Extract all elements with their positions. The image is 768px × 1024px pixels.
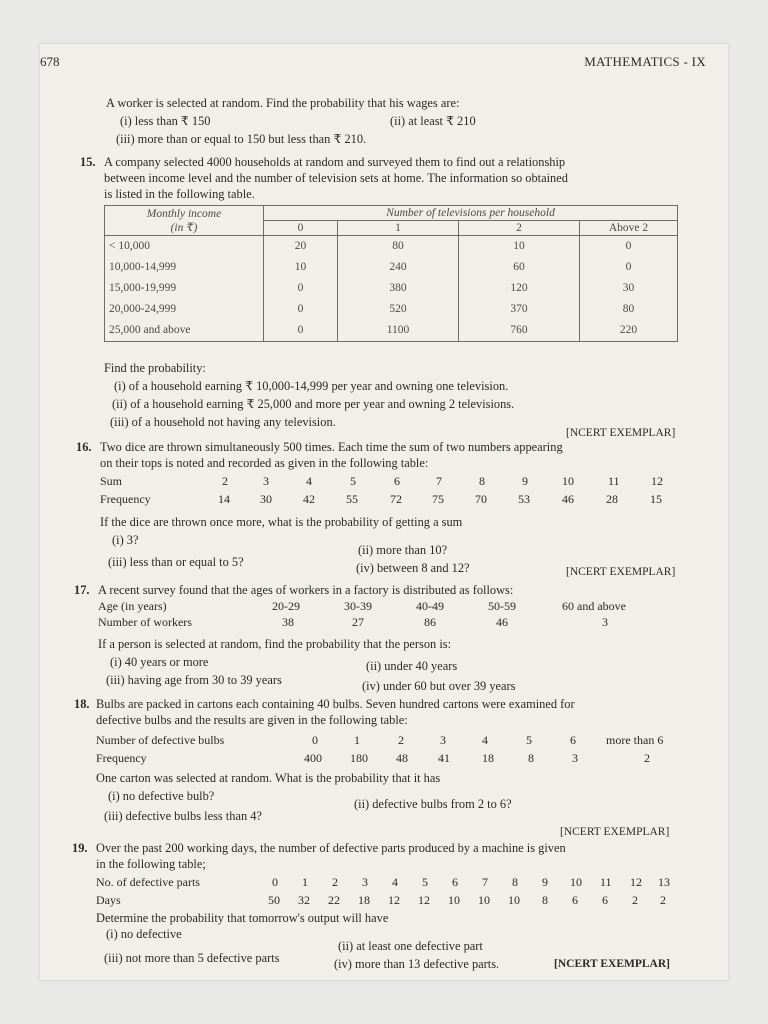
frequency-value: 42	[303, 492, 315, 506]
table-cell: 760	[459, 320, 580, 342]
column-header: Above 2	[580, 221, 678, 236]
table-cell: 380	[338, 278, 459, 299]
q18-frequency-row	[96, 751, 686, 765]
q15-line2: between income level and the number of television sets at home. The information so obtained	[104, 171, 568, 185]
age-group: 30-39	[344, 599, 372, 613]
days-value: 2	[660, 893, 666, 907]
q19-part-ii: (ii) at least one defective part	[338, 939, 483, 953]
q18-line2: defective bulbs and the results are given in the following table:	[96, 713, 408, 727]
workers-count: 86	[424, 615, 436, 629]
table-cell: 30	[580, 278, 678, 299]
defective-label: Number of defective bulbs	[96, 733, 225, 747]
q14-part-ii: (ii) at least ₹ 210	[390, 114, 476, 128]
frequency-value: 2	[644, 751, 650, 765]
q18-line1: Bulbs are packed in cartons each containing 40 bulbs. Seven hundred cartons were examined for	[96, 697, 575, 711]
table-cell: 370	[459, 299, 580, 320]
parts-count: 9	[542, 875, 548, 889]
table-cell: 0	[580, 257, 678, 278]
parts-count: 6	[452, 875, 458, 889]
days-value: 6	[602, 893, 608, 907]
defective-count: 4	[482, 733, 488, 747]
days-value: 8	[542, 893, 548, 907]
frequency-value: 30	[260, 492, 272, 506]
workers-count: 3	[602, 615, 608, 629]
frequency-value: 15	[650, 492, 662, 506]
days-value: 32	[298, 893, 310, 907]
sum-value: 4	[306, 474, 312, 488]
table-header-income	[105, 206, 264, 236]
table-cell: 240	[338, 257, 459, 278]
q17-ask: If a person is selected at random, find the probability that the person is:	[98, 637, 452, 651]
frequency-label: Frequency	[96, 751, 147, 765]
q18-exemplar-tag: [NCERT EXEMPLAR]	[560, 826, 670, 838]
table-cell: 0	[264, 320, 338, 342]
days-value: 12	[388, 893, 400, 907]
q18-number: 18.	[74, 697, 90, 711]
days-value: 12	[418, 893, 430, 907]
column-header: 2	[459, 221, 580, 236]
q18-ask: One carton was selected at random. What is the probability that it has	[96, 771, 441, 785]
q17-part-iv: (iv) under 60 but over 39 years	[362, 679, 516, 693]
table-row	[105, 278, 678, 299]
q19-days-row	[96, 893, 686, 907]
days-value: 6	[572, 893, 578, 907]
q16-sum-row	[100, 474, 680, 488]
column-header: 1	[338, 221, 459, 236]
table-cell: 10	[264, 257, 338, 278]
frequency-value: 72	[390, 492, 402, 506]
days-value: 10	[478, 893, 490, 907]
income-tv-table	[104, 205, 678, 342]
q16-ask: If the dice are thrown once more, what is the probability of getting a sum	[100, 515, 463, 529]
parts-count: 8	[512, 875, 518, 889]
sum-value: 9	[522, 474, 528, 488]
sum-value: 12	[651, 474, 663, 488]
table-cell: 520	[338, 299, 459, 320]
defective-count: 0	[312, 733, 318, 747]
q15-part-i: (i) of a household earning ₹ 10,000-14,999 per year and owning one television.	[114, 379, 509, 393]
sum-value: 2	[222, 474, 228, 488]
page-number: 678	[40, 54, 60, 69]
q16-exemplar-tag: [NCERT EXEMPLAR]	[566, 566, 676, 578]
frequency-value: 53	[518, 492, 530, 506]
q15-find: Find the probability:	[104, 361, 206, 375]
workers-label: Number of workers	[98, 615, 192, 629]
frequency-value: 18	[482, 751, 494, 765]
table-cell: 0	[264, 278, 338, 299]
running-header: MATHEMATICS - IX	[584, 54, 706, 69]
q15-part-ii: (ii) of a household earning ₹ 25,000 and more per year and owning 2 televisions.	[112, 397, 515, 411]
workers-count: 27	[352, 615, 364, 629]
q17-part-iii: (iii) having age from 30 to 39 years	[106, 673, 282, 687]
frequency-value: 14	[218, 492, 230, 506]
q19-exemplar-tag: [NCERT EXEMPLAR]	[554, 958, 670, 970]
table-cell: 220	[580, 320, 678, 342]
income-header-label: Monthly income	[146, 207, 222, 220]
table-row	[105, 236, 678, 258]
age-group: 20-29	[272, 599, 300, 613]
sum-value: 6	[394, 474, 400, 488]
parts-count: 5	[422, 875, 428, 889]
q19-line1: Over the past 200 working days, the number of defective parts produced by a machine is given	[96, 841, 566, 855]
q15-part-iii: (iii) of a household not having any television.	[110, 415, 336, 429]
frequency-value: 46	[562, 492, 574, 506]
q19-ask: Determine the probability that tomorrow's output will have	[96, 911, 389, 925]
table-cell: 80	[338, 236, 459, 258]
q17-part-i: (i) 40 years or more	[110, 655, 209, 669]
parts-count: 10	[570, 875, 582, 889]
sum-value: 11	[608, 474, 620, 488]
days-value: 10	[448, 893, 460, 907]
parts-count: 0	[272, 875, 278, 889]
days-value: 22	[328, 893, 340, 907]
parts-count: 13	[658, 875, 670, 889]
workers-count: 38	[282, 615, 294, 629]
table-cell: 60	[459, 257, 580, 278]
column-header: 0	[264, 221, 338, 236]
table-cell: 10	[459, 236, 580, 258]
workers-count: 46	[496, 615, 508, 629]
days-value: 18	[358, 893, 370, 907]
age-group: 40-49	[416, 599, 444, 613]
sum-value: 7	[436, 474, 442, 488]
q14-intro: A worker is selected at random. Find the probability that his wages are:	[106, 96, 460, 110]
parts-count: 4	[392, 875, 398, 889]
frequency-value: 3	[572, 751, 578, 765]
q17-number: 17.	[74, 583, 90, 597]
q19-part-iv: (iv) more than 13 defective parts.	[334, 957, 500, 971]
parts-count: 7	[482, 875, 488, 889]
days-value: 10	[508, 893, 520, 907]
q16-frequency-row	[100, 492, 680, 506]
row-label: 25,000 and above	[105, 320, 264, 342]
days-value: 50	[268, 893, 280, 907]
q15-line3: is listed in the following table.	[104, 187, 255, 201]
row-label: < 10,000	[105, 236, 264, 258]
sum-value: 5	[350, 474, 356, 488]
parts-count: 1	[302, 875, 308, 889]
q14-part-i: (i) less than ₹ 150	[120, 114, 211, 128]
table-header-tv: Number of televisions per household	[264, 206, 678, 221]
table-row	[105, 320, 678, 342]
q16-part-iv: (iv) between 8 and 12?	[356, 561, 470, 575]
q16-line2: on their tops is noted and recorded as given in the following table:	[100, 456, 429, 470]
q16-part-ii: (ii) more than 10?	[358, 543, 448, 557]
q15-exemplar-tag: [NCERT EXEMPLAR]	[566, 427, 676, 439]
q17-part-ii: (ii) under 40 years	[366, 659, 458, 673]
q19-parts-row	[96, 875, 686, 889]
table-cell: 1100	[338, 320, 459, 342]
defective-count: 5	[526, 733, 532, 747]
parts-count: 3	[362, 875, 368, 889]
age-group: 50-59	[488, 599, 516, 613]
defective-count: 2	[398, 733, 404, 747]
q18-defective-row	[96, 733, 686, 747]
frequency-value: 8	[528, 751, 534, 765]
frequency-value: 180	[350, 751, 368, 765]
q16-line1: Two dice are thrown simultaneously 500 times. Each time the sum of two numbers appearing	[100, 440, 563, 454]
table-cell: 80	[580, 299, 678, 320]
frequency-value: 55	[346, 492, 358, 506]
q15-line1: A company selected 4000 households at random and surveyed them to find out a relationship	[104, 155, 566, 169]
parts-label: No. of defective parts	[96, 875, 200, 889]
defective-count: more than 6	[606, 733, 664, 747]
table-row	[105, 257, 678, 278]
age-label: Age (in years)	[98, 599, 167, 613]
row-label: 20,000-24,999	[105, 299, 264, 320]
q19-part-i: (i) no defective	[106, 927, 182, 941]
table-cell: 120	[459, 278, 580, 299]
q17-workers-row	[98, 615, 678, 629]
q19-part-iii: (iii) not more than 5 defective parts	[104, 951, 280, 965]
table-row	[105, 299, 678, 320]
frequency-value: 28	[606, 492, 618, 506]
parts-count: 2	[332, 875, 338, 889]
days-value: 2	[632, 893, 638, 907]
sum-value: 10	[562, 474, 574, 488]
defective-count: 1	[354, 733, 360, 747]
sum-label: Sum	[100, 474, 123, 488]
q19-number: 19.	[72, 841, 88, 855]
frequency-value: 41	[438, 751, 450, 765]
q16-number: 16.	[76, 440, 92, 454]
q19-line2: in the following table;	[96, 857, 206, 871]
defective-count: 6	[570, 733, 576, 747]
table-cell: 0	[580, 236, 678, 258]
q16-part-iii: (iii) less than or equal to 5?	[108, 555, 244, 569]
q15-number: 15.	[80, 155, 96, 169]
defective-count: 3	[440, 733, 446, 747]
row-label: 10,000-14,999	[105, 257, 264, 278]
q16-part-i: (i) 3?	[112, 533, 139, 547]
frequency-value: 400	[304, 751, 322, 765]
age-group: 60 and above	[562, 599, 626, 613]
row-label: 15,000-19,999	[105, 278, 264, 299]
parts-count: 12	[630, 875, 642, 889]
frequency-value: 70	[475, 492, 487, 506]
frequency-value: 75	[432, 492, 444, 506]
q18-part-ii: (ii) defective bulbs from 2 to 6?	[354, 797, 512, 811]
q17-age-row	[98, 599, 678, 613]
income-header-unit: (in ₹)	[170, 221, 198, 234]
frequency-label: Frequency	[100, 492, 151, 506]
days-label: Days	[96, 893, 121, 907]
q14-part-iii: (iii) more than or equal to 150 but less than ₹ 210.	[116, 132, 367, 146]
table-cell: 0	[264, 299, 338, 320]
q17-line1: A recent survey found that the ages of workers in a factory is distributed as follows:	[98, 583, 514, 597]
sum-value: 8	[479, 474, 485, 488]
parts-count: 11	[600, 875, 612, 889]
q18-part-iii: (iii) defective bulbs less than 4?	[104, 809, 262, 823]
q18-part-i: (i) no defective bulb?	[108, 789, 215, 803]
sum-value: 3	[263, 474, 269, 488]
frequency-value: 48	[396, 751, 408, 765]
table-cell: 20	[264, 236, 338, 258]
